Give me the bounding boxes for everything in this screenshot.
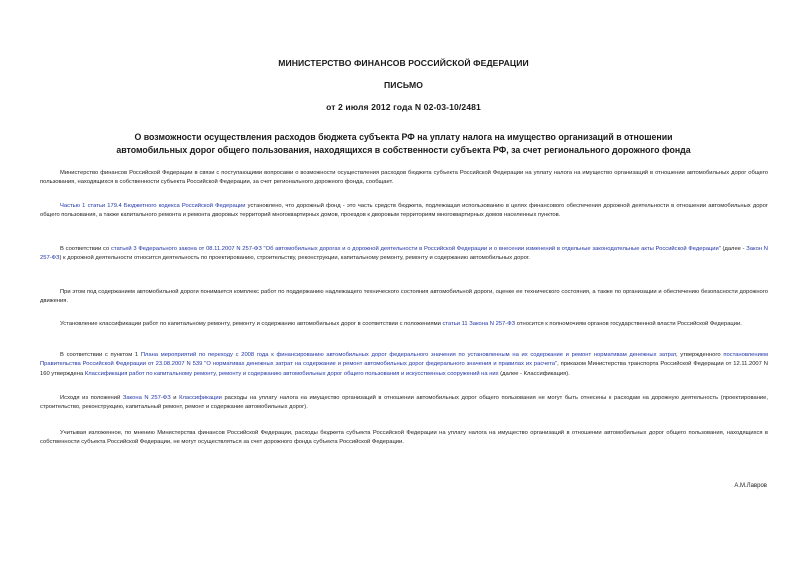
document-title: О возможности осуществления расходов бюджета субъекта РФ на уплату налога на имущество организаций в отношении автомобильных дорог общего пользования, находящихся в собственности субъекта РФ, за счет регионального дорожного фонда [116,132,691,155]
paragraph-7-text-2: расходы на уплату налога на имущество организаций в отношении автомобильных дорог общего пользования не могут быть отнесены к расходам на дорожную деятельность (проектирование, строительство, реконструкцию, капитальный ремонт, ремонт и содержание автомобильных дорог). [40,395,768,411]
paragraph-5-text-0: Установление классификации работ по капитальному ремонту, ремонту и содержанию автомобильных дорог в соответствии с положениями [60,321,443,327]
paragraph-2-text: установлено, что дорожный фонд - это часть средств бюджета, подлежащая использованию в целях финансового обеспечения дорожной деятельности в отношении автомобильных дорог общего пользования, а также капитального ремонта и ремонта дворовых территорий многоквартирных домов, проездов к дворовым территориям многоквартирных домов населенных пунктов. [40,203,768,219]
paragraph-6-text-2: , приказом Министерства транспорта Российской Федерации от 12.11.2007 N 160 утверждена [40,361,768,377]
paragraph-3-text-0: В соответствии со [60,246,111,252]
paragraph-5-text-1: относится к полномочиям органов государственной власти Российской Федерации. [515,321,742,327]
paragraph-3-text-1: (далее - [720,246,747,252]
ministry-heading: МИНИСТЕРСТВО ФИНАНСОВ РОССИЙСКОЙ ФЕДЕРАЦИИ [278,58,529,68]
paragraph-3 [40,245,768,264]
paragraph-1: Министерство финансов Российской Федерации в связи с поступающими вопросами о возможности осуществления расходов бюджета субъекта Российской Федерации на уплату налога на имущество организаций в отношении автомобильных дорог общего пользования, находящихся в собственности субъекта Российской Федерации, за счет регионального дорожного фонда, сообщает. [40,170,768,186]
signature: А.М.Лавров [734,483,767,489]
link-law-257-article-11[interactable]: статьи 11 Закона N 257-ФЗ [442,321,516,327]
paragraph-7 [40,394,768,413]
link-government-resolution-539[interactable]: постановлением Правительства Российской Федерации от 23.08.2007 N 539 "О нормативах денежных затрат на содержание и ремонт автомобильных дорог федерального значения и правилах их расчета" [40,352,769,368]
link-federal-law-257-article-3[interactable]: статьей 3 Федерального закона от 08.11.2007 N 257-ФЗ "Об автомобильных дорогах и о дорожной деятельности в Российской Федерации и о внесении изменений в отдельные законодательные акты Российской Федерации" [110,246,721,252]
paragraph-5 [40,320,768,329]
paragraph-8: Учитывая изложенное, по мнению Министерства финансов Российской Федерации, расходы бюджета субъекта Российской Федерации на уплату налога на имущество организаций в отношении автомобильных дорог общего пользования, находящихся в собственности субъекта Российской Федерации, не могут осуществляться за счет дорожного фонда субъекта Российской Федерации. [40,430,768,446]
link-budget-code-article[interactable]: Частью 1 статьи 179.4 Бюджетного кодекса Российской Федерации [60,203,246,209]
link-action-plan[interactable]: Плана мероприятий по переходу с 2008 года к финансированию автомобильных дорог федерального значения по установленным на их содержание и ремонт нормативам денежных затрат [140,352,676,358]
document-type: ПИСЬМО [384,80,423,90]
paragraph-6-text-3: (далее - Классификация). [498,370,570,377]
paragraph-6 [40,351,768,379]
paragraph-6-text-1: , утвержденного [675,352,724,358]
paragraph-6-text-0: В соответствии с пунктом 1 [60,352,141,358]
link-law-257[interactable]: Закон N 257-ФЗ [40,246,768,262]
paragraph-2 [40,202,768,221]
link-law-257-ref[interactable]: Закона N 257-ФЗ [122,395,171,401]
document-date-number: от 2 июля 2012 года N 02-03-10/2481 [326,102,481,112]
paragraph-3-text-2: ) к дорожной деятельности относится деятельность по проектированию, строительству, реконструкции, капитальному ремонту, ремонту и содержанию автомобильных дорог. [59,255,530,262]
link-classification-ref[interactable]: Классификации [179,395,222,401]
paragraph-7-text-1: и [170,395,180,401]
paragraph-4: При этом под содержанием автомобильной дороги понимается комплекс работ по поддержанию надлежащего технического состояния автомобильной дороги, оценке ее технического состояния, а также по организации и обеспечению безопасности дорожного движения. [40,289,768,305]
paragraph-7-text-0: Исходя из положений [60,395,123,401]
link-classification[interactable]: Классификация работ по капитальному ремонту, ремонту и содержанию автомобильных дорог общего пользования и искусственных сооружений на них [84,370,499,377]
